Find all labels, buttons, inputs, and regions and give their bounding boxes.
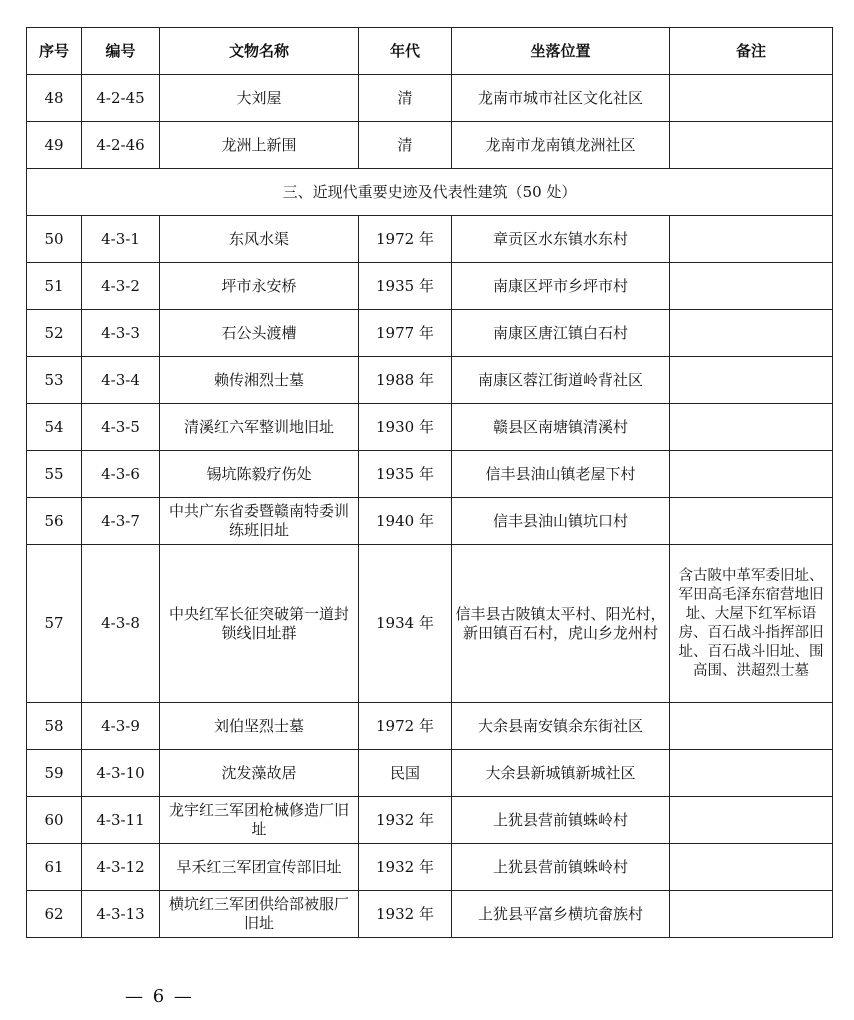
table-row [27, 891, 833, 938]
cell-name: 清溪红六军整训地旧址 [160, 404, 359, 451]
cell-code: 4-3-6 [82, 451, 160, 498]
cell-note [670, 703, 833, 750]
cell-code: 4-2-46 [82, 122, 160, 169]
cell-era: 1934 年 [359, 545, 452, 703]
cell-note [670, 216, 833, 263]
cell-location: 上犹县营前镇蛛岭村 [452, 844, 670, 891]
cell-no: 49 [27, 122, 82, 169]
cell-era: 1988 年 [359, 357, 452, 404]
table-row [27, 703, 833, 750]
cell-no: 60 [27, 797, 82, 844]
table-row [27, 750, 833, 797]
cell-era: 1972 年 [359, 703, 452, 750]
table-header-row [27, 28, 833, 75]
table-row [27, 498, 833, 545]
cell-note [670, 122, 833, 169]
table-row [27, 797, 833, 844]
cell-note [670, 797, 833, 844]
table-row [27, 310, 833, 357]
cell-no: 48 [27, 75, 82, 122]
cell-code: 4-3-2 [82, 263, 160, 310]
cell-no: 58 [27, 703, 82, 750]
cell-no: 56 [27, 498, 82, 545]
cell-location: 章贡区水东镇水东村 [452, 216, 670, 263]
cell-era: 清 [359, 75, 452, 122]
table-row [27, 545, 833, 703]
cell-no: 62 [27, 891, 82, 938]
cell-name: 中共广东省委暨赣南特委训练班旧址 [160, 498, 359, 545]
cell-no: 61 [27, 844, 82, 891]
table-row [27, 122, 833, 169]
cell-location: 上犹县营前镇蛛岭村 [452, 797, 670, 844]
cell-code: 4-3-12 [82, 844, 160, 891]
cell-location: 信丰县古陂镇太平村、阳光村，新田镇百石村，虎山乡龙州村 [452, 545, 670, 703]
cell-era: 1932 年 [359, 797, 452, 844]
cell-era: 1932 年 [359, 844, 452, 891]
cell-era: 1932 年 [359, 891, 452, 938]
cell-no: 55 [27, 451, 82, 498]
cell-location: 南康区坪市乡坪市村 [452, 263, 670, 310]
cell-code: 4-2-45 [82, 75, 160, 122]
cell-era: 1977 年 [359, 310, 452, 357]
header-era: 年代 [359, 28, 452, 75]
cell-name: 早禾红三军团宣传部旧址 [160, 844, 359, 891]
cell-code: 4-3-13 [82, 891, 160, 938]
table-row [27, 451, 833, 498]
cell-code: 4-3-8 [82, 545, 160, 703]
cell-no: 59 [27, 750, 82, 797]
cell-location: 大余县新城镇新城社区 [452, 750, 670, 797]
cell-name: 坪市永安桥 [160, 263, 359, 310]
table-row [27, 404, 833, 451]
cell-note [670, 498, 833, 545]
cell-era: 1935 年 [359, 451, 452, 498]
cell-note [670, 357, 833, 404]
cell-no: 51 [27, 263, 82, 310]
cell-name: 刘伯坚烈士墓 [160, 703, 359, 750]
cell-note [670, 310, 833, 357]
cell-code: 4-3-11 [82, 797, 160, 844]
header-name: 文物名称 [160, 28, 359, 75]
cell-code: 4-3-3 [82, 310, 160, 357]
table-row [27, 844, 833, 891]
cell-code: 4-3-1 [82, 216, 160, 263]
cell-era: 1972 年 [359, 216, 452, 263]
cell-era: 民国 [359, 750, 452, 797]
cell-era: 1930 年 [359, 404, 452, 451]
cell-note [670, 263, 833, 310]
cell-code: 4-3-4 [82, 357, 160, 404]
cell-note [670, 891, 833, 938]
cell-note [670, 750, 833, 797]
cell-name: 东风水渠 [160, 216, 359, 263]
cell-code: 4-3-9 [82, 703, 160, 750]
cell-name: 横坑红三军团供给部被服厂旧址 [160, 891, 359, 938]
table-row [27, 357, 833, 404]
cell-name: 大刘屋 [160, 75, 359, 122]
cell-era: 1940 年 [359, 498, 452, 545]
cell-note [670, 404, 833, 451]
cell-no: 57 [27, 545, 82, 703]
cell-no: 53 [27, 357, 82, 404]
cell-location: 南康区唐江镇白石村 [452, 310, 670, 357]
table-row [27, 75, 833, 122]
table-row [27, 263, 833, 310]
heritage-table [26, 27, 833, 938]
cell-note: 含古陂中革军委旧址、军田高毛泽东宿营地旧址、大屋下红军标语房、百石战斗指挥部旧址、百石战斗旧址、围高围、洪超烈士墓 [670, 545, 833, 703]
cell-era: 1935 年 [359, 263, 452, 310]
header-code: 编号 [82, 28, 160, 75]
cell-era: 清 [359, 122, 452, 169]
cell-location: 龙南市城市社区文化社区 [452, 75, 670, 122]
cell-location: 信丰县油山镇坑口村 [452, 498, 670, 545]
cell-note [670, 75, 833, 122]
header-note: 备注 [670, 28, 833, 75]
header-location: 坐落位置 [452, 28, 670, 75]
cell-name: 石公头渡槽 [160, 310, 359, 357]
cell-name: 中央红军长征突破第一道封锁线旧址群 [160, 545, 359, 703]
cell-code: 4-3-5 [82, 404, 160, 451]
cell-code: 4-3-7 [82, 498, 160, 545]
cell-location: 赣县区南塘镇清溪村 [452, 404, 670, 451]
cell-no: 54 [27, 404, 82, 451]
cell-name: 锡坑陈毅疗伤处 [160, 451, 359, 498]
cell-name: 龙宇红三军团枪械修造厂旧址 [160, 797, 359, 844]
cell-location: 信丰县油山镇老屋下村 [452, 451, 670, 498]
section-row [27, 169, 833, 216]
cell-location: 上犹县平富乡横坑畲族村 [452, 891, 670, 938]
table-row [27, 216, 833, 263]
cell-name: 赖传湘烈士墓 [160, 357, 359, 404]
header-no: 序号 [27, 28, 82, 75]
cell-location: 大余县南安镇余东街社区 [452, 703, 670, 750]
section-title: 三、近现代重要史迹及代表性建筑（50 处） [27, 169, 833, 216]
cell-no: 52 [27, 310, 82, 357]
cell-location: 龙南市龙南镇龙洲社区 [452, 122, 670, 169]
cell-code: 4-3-10 [82, 750, 160, 797]
cell-name: 龙洲上新围 [160, 122, 359, 169]
cell-no: 50 [27, 216, 82, 263]
cell-location: 南康区蓉江街道岭背社区 [452, 357, 670, 404]
cell-note [670, 844, 833, 891]
cell-note [670, 451, 833, 498]
page-number: — 6 — [125, 986, 194, 1007]
cell-name: 沈发藻故居 [160, 750, 359, 797]
